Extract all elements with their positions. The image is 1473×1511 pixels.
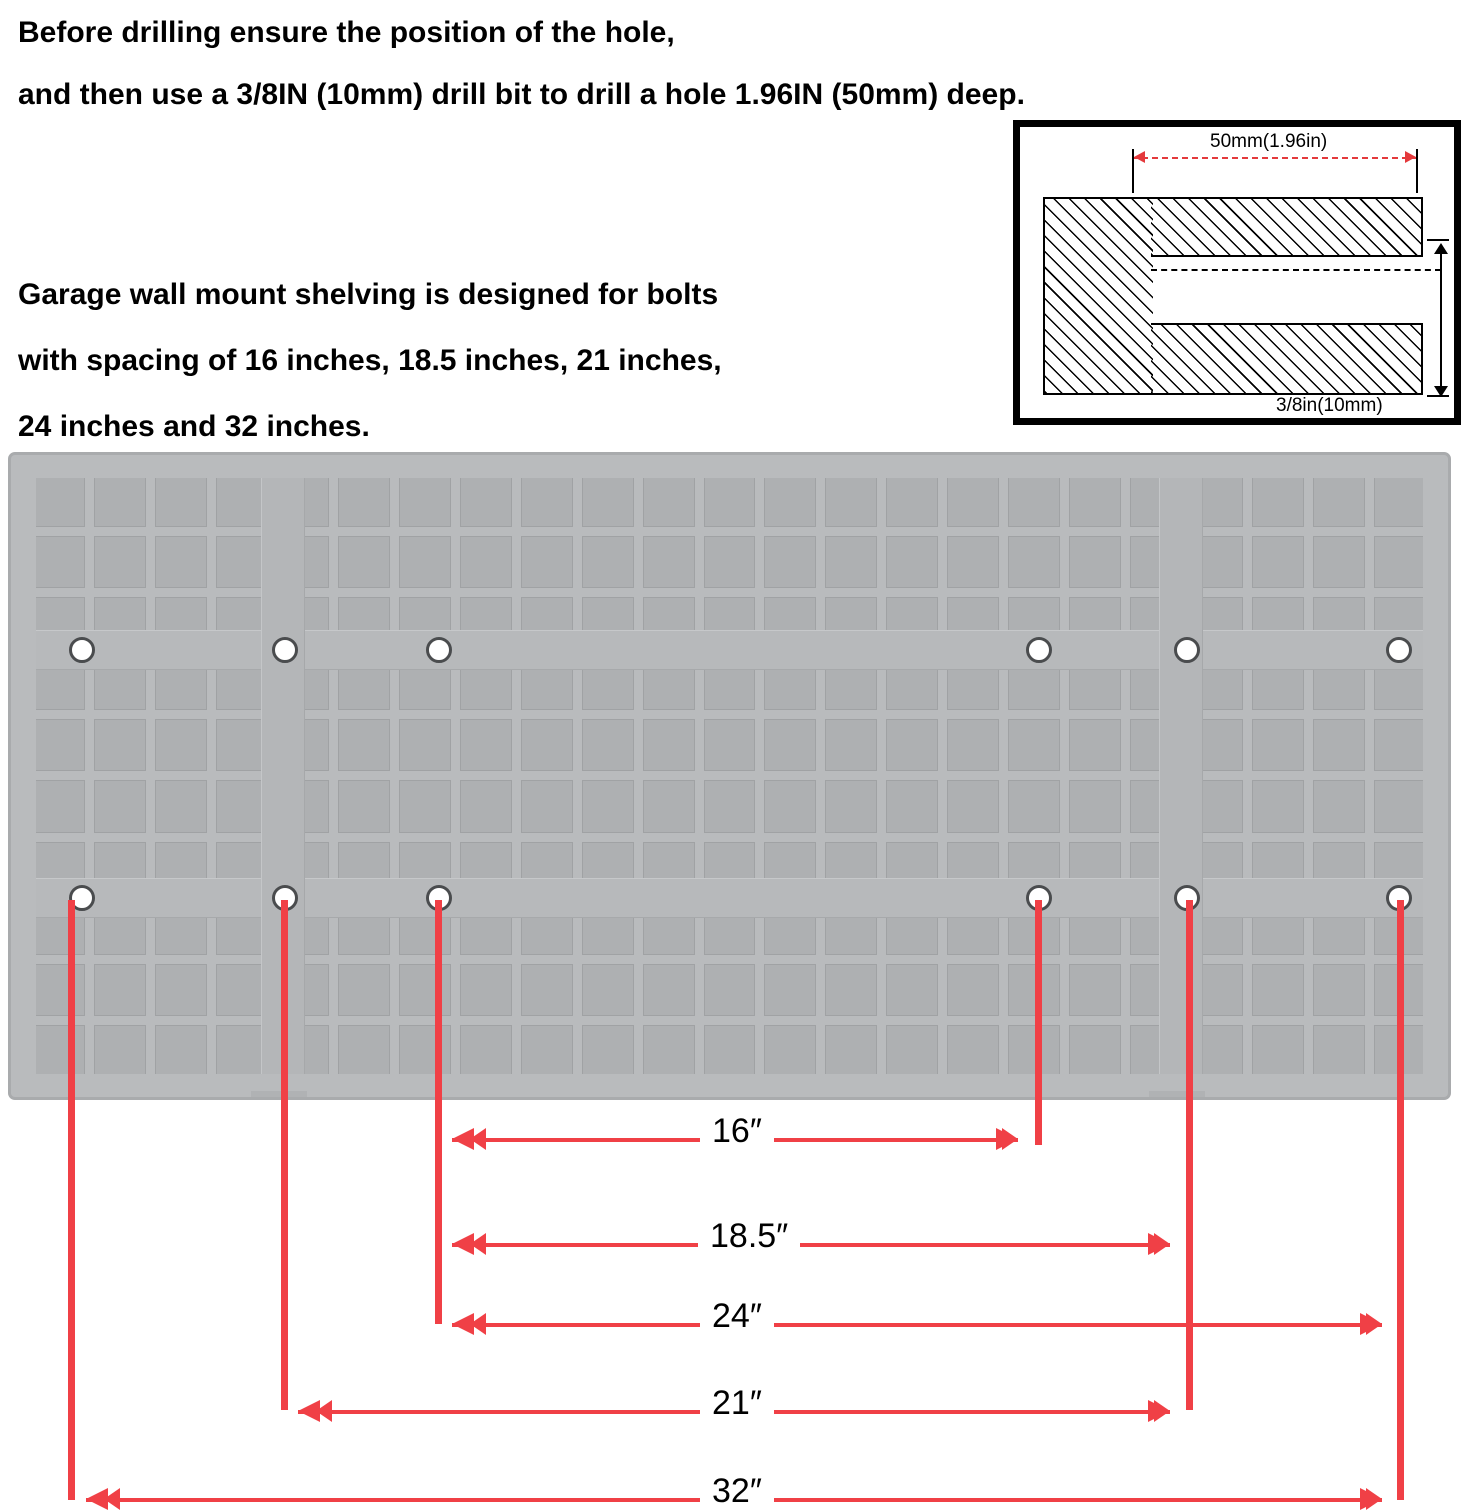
dimension-18-5-label: 18.5″ — [698, 1217, 800, 1256]
lattice-cell — [947, 719, 999, 771]
lattice-cell — [886, 780, 938, 832]
lattice-cell — [704, 536, 756, 588]
lattice-cell — [582, 719, 634, 771]
diameter-cap-top — [1427, 239, 1449, 241]
lattice-cell — [704, 1025, 756, 1077]
lattice-cell — [399, 536, 451, 588]
lattice-cell — [582, 536, 634, 588]
lattice-cell — [825, 964, 877, 1016]
lattice-cell — [1313, 719, 1365, 771]
lattice-cell — [1374, 536, 1426, 588]
lattice-cell — [1313, 475, 1365, 527]
lattice-cell — [94, 536, 146, 588]
depth-arrow-right-icon — [1405, 151, 1416, 163]
instruction-line-3: Garage wall mount shelving is designed for bolts — [18, 278, 719, 311]
lattice-cell — [1069, 719, 1121, 771]
vertical-rib-right — [1159, 471, 1203, 1081]
diameter-arrow-up-icon — [1434, 243, 1448, 254]
lattice-cell — [1069, 780, 1121, 832]
lattice-cell — [704, 964, 756, 1016]
wall-hatch-top — [1151, 197, 1423, 257]
lattice-cell — [947, 964, 999, 1016]
lattice-cell — [94, 719, 146, 771]
extension-line-f — [1397, 900, 1404, 1500]
lattice-cell — [399, 780, 451, 832]
lattice-cell — [399, 1025, 451, 1077]
lattice-cell — [338, 719, 390, 771]
depth-label: 50mm(1.96in) — [1210, 131, 1328, 152]
lattice-cell — [764, 536, 816, 588]
mounting-rail-top — [29, 630, 1430, 670]
lattice-cell — [764, 1025, 816, 1077]
extension-line-e — [1186, 900, 1193, 1410]
lattice-cell — [1252, 719, 1304, 771]
lattice-cell — [1252, 964, 1304, 1016]
lattice-cell — [1069, 1025, 1121, 1077]
extension-line-a — [68, 900, 75, 1500]
lattice-cell — [460, 475, 512, 527]
lattice-cell — [1008, 475, 1060, 527]
depth-arrow-left-icon — [1134, 151, 1145, 163]
lattice-cell — [460, 964, 512, 1016]
lattice-cell — [704, 719, 756, 771]
lattice-cell — [704, 780, 756, 832]
lattice-cell — [33, 719, 85, 771]
lattice-cell — [1008, 780, 1060, 832]
lattice-cell — [1313, 964, 1365, 1016]
lattice-cell — [1252, 1025, 1304, 1077]
lattice-cell — [1374, 780, 1426, 832]
lattice-cell — [643, 475, 695, 527]
lattice-cell — [521, 1025, 573, 1077]
dimension-21-label: 21″ — [700, 1384, 774, 1423]
lattice-cell — [825, 719, 877, 771]
drill-detail-diagram — [1013, 120, 1461, 425]
lattice-cell — [582, 964, 634, 1016]
extension-line-b — [281, 900, 288, 1410]
lattice-cell — [155, 536, 207, 588]
lattice-cell — [1069, 536, 1121, 588]
lattice-cell — [582, 1025, 634, 1077]
lattice-cell — [94, 964, 146, 1016]
lattice-cell — [399, 719, 451, 771]
lattice-cell — [460, 1025, 512, 1077]
lattice-cell — [338, 475, 390, 527]
lattice-cell — [643, 719, 695, 771]
mounting-hole — [426, 637, 452, 663]
lattice-cell — [1008, 536, 1060, 588]
lattice-cell — [764, 719, 816, 771]
lattice-cell — [460, 719, 512, 771]
diameter-label: 3/8in(10mm) — [1276, 395, 1383, 416]
instruction-line-1: Before drilling ensure the position of the hole, — [18, 16, 675, 49]
lattice-cell — [1374, 475, 1426, 527]
lattice-cell — [704, 475, 756, 527]
lattice-cell — [33, 1025, 85, 1077]
lattice-cell — [338, 536, 390, 588]
lattice-cell — [582, 475, 634, 527]
lattice-cell — [825, 536, 877, 588]
lattice-cell — [155, 719, 207, 771]
lattice-cell — [33, 964, 85, 1016]
lattice-cell — [947, 536, 999, 588]
lattice-cell — [155, 1025, 207, 1077]
lattice-cell — [825, 780, 877, 832]
lattice-cell — [947, 780, 999, 832]
lattice-cell — [1069, 475, 1121, 527]
lattice-cell — [33, 780, 85, 832]
mounting-hole — [69, 637, 95, 663]
lattice-cell — [521, 780, 573, 832]
lattice-cell — [764, 964, 816, 1016]
lattice-cell — [1008, 719, 1060, 771]
lattice-cell — [460, 536, 512, 588]
hole-centerline — [1151, 269, 1441, 271]
lattice-cell — [338, 964, 390, 1016]
lattice-cell — [643, 536, 695, 588]
lattice-cell — [886, 475, 938, 527]
mounting-hole — [1386, 637, 1412, 663]
lattice-cell — [886, 1025, 938, 1077]
panel-tab — [251, 1091, 307, 1100]
lattice-cell — [399, 964, 451, 1016]
lattice-cell — [521, 719, 573, 771]
lattice-cell — [582, 780, 634, 832]
mounting-rail-bottom — [29, 878, 1430, 918]
depth-dimension-line — [1132, 157, 1418, 159]
dimension-24-label: 24″ — [700, 1297, 774, 1336]
lattice-cell — [155, 780, 207, 832]
lattice-cell — [521, 964, 573, 1016]
lattice-cell — [155, 475, 207, 527]
lattice-cell — [33, 536, 85, 588]
lattice-cell — [521, 536, 573, 588]
lattice-cell — [33, 475, 85, 527]
lattice-cell — [521, 475, 573, 527]
dimension-32-label: 32″ — [700, 1472, 774, 1511]
mounting-hole — [1026, 637, 1052, 663]
lattice-cell — [764, 475, 816, 527]
lattice-cell — [643, 964, 695, 1016]
instruction-block-drilling — [18, 2, 1438, 126]
lattice-cell — [643, 780, 695, 832]
lattice-cell — [825, 475, 877, 527]
lattice-cell — [399, 475, 451, 527]
lattice-cell — [947, 1025, 999, 1077]
lattice-cell — [643, 1025, 695, 1077]
lattice-cell — [1313, 536, 1365, 588]
lattice-cell — [94, 780, 146, 832]
lattice-cell — [338, 1025, 390, 1077]
instruction-line-2: and then use a 3/8IN (10mm) drill bit to drill a hole 1.96IN (50mm) deep. — [18, 78, 1025, 111]
panel-lattice — [33, 475, 1426, 1077]
diameter-dimension-line — [1440, 245, 1442, 397]
mounting-hole — [272, 637, 298, 663]
lattice-cell — [1252, 780, 1304, 832]
wall-hatch-left — [1043, 197, 1153, 395]
lattice-cell — [825, 1025, 877, 1077]
extension-line-c — [435, 900, 442, 1324]
lattice-cell — [886, 719, 938, 771]
mounting-hole — [1174, 637, 1200, 663]
diameter-cap-bottom — [1427, 395, 1449, 397]
lattice-cell — [94, 475, 146, 527]
instruction-line-4: with spacing of 16 inches, 18.5 inches, 21 inches, — [18, 344, 722, 377]
instruction-line-5: 24 inches and 32 inches. — [18, 410, 370, 443]
lattice-cell — [338, 780, 390, 832]
instruction-block-spacing — [18, 262, 998, 460]
lattice-cell — [1252, 536, 1304, 588]
depth-tick-right — [1416, 149, 1418, 193]
lattice-cell — [886, 536, 938, 588]
dimension-16-label: 16″ — [700, 1112, 774, 1151]
lattice-cell — [1374, 719, 1426, 771]
extension-line-d — [1035, 900, 1042, 1145]
lattice-cell — [1252, 475, 1304, 527]
lattice-cell — [94, 1025, 146, 1077]
lattice-cell — [764, 780, 816, 832]
lattice-cell — [886, 964, 938, 1016]
shelf-panel-diagram — [8, 452, 1451, 1100]
lattice-cell — [1313, 1025, 1365, 1077]
wall-hatch-bottom — [1151, 323, 1423, 395]
panel-tab — [1149, 1091, 1205, 1100]
lattice-cell — [1069, 964, 1121, 1016]
lattice-cell — [1313, 780, 1365, 832]
depth-tick-left — [1132, 149, 1134, 193]
lattice-cell — [947, 475, 999, 527]
lattice-cell — [155, 964, 207, 1016]
lattice-cell — [460, 780, 512, 832]
